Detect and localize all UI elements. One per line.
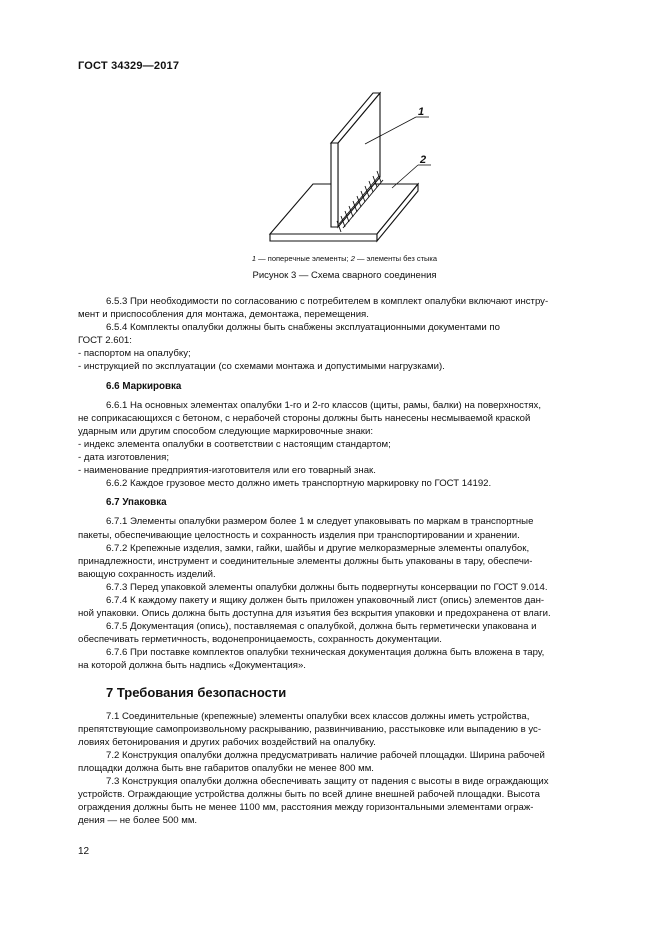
- figure-caption: Рисунок 3 — Схема сварного соединения: [252, 270, 437, 281]
- paragraph-7-3-line-3: ограждения должны быть не менее 1100 мм, расстояния между горизонтальными элементами ограж-: [78, 802, 534, 814]
- callout-label-1: 1: [418, 106, 425, 118]
- paragraph-6-7-1-line-2: пакеты, обеспечивающие целостность и сохранность изделия при транспортировании и хранении.: [78, 529, 520, 541]
- figure-legend: [0, 254, 661, 263]
- section-heading-6-6: 6.6 Маркировка: [106, 380, 182, 392]
- document-header: ГОСТ 34329—2017: [78, 60, 180, 72]
- paragraph-6-6-1-line-1: 6.6.1 На основных элементах опалубки 1-го и 2-го классов (щиты, рамы, балки) на поверхностях,: [106, 399, 542, 411]
- legend-text-1: — поперечные элементы;: [256, 254, 351, 263]
- paragraph-6-7-6-line-2: на которой должна быть надпись «Документация».: [78, 660, 306, 672]
- paragraph-6-7-2-line-1: 6.7.2 Крепежные изделия, замки, гайки, шайбы и другие мелкоразмерные элементы опалубок,: [106, 542, 530, 554]
- paragraph-7-2-line-1: 7.2 Конструкция опалубки должна предусматривать наличие рабочей площадки. Ширина рабочей: [106, 749, 545, 761]
- paragraph-6-7-5-line-1: 6.7.5 Документация (опись), поставляемая с опалубкой, должна быть герметически упакована и: [106, 621, 537, 633]
- paragraph-7-3-line-1: 7.3 Конструкция опалубки должна обеспечивать защиту от падения с высоты в виде ограждающих: [106, 776, 549, 788]
- paragraph-6-7-1-line-1: 6.7.1 Элементы опалубки размером более 1 м следует упаковывать по маркам в транспортные: [106, 516, 534, 528]
- paragraph-7-2-line-2: площадки должна быть вне габаритов опалубки не менее 800 мм.: [78, 763, 374, 774]
- section-heading-6-7: 6.7 Упаковка: [106, 497, 167, 509]
- paragraph-6-7-3: 6.7.3 Перед упаковкой элементы опалубки должны быть подвергнуты консервации по ГОСТ 9.014.: [106, 581, 548, 593]
- paragraph-7-1-line-2: препятствующие самопроизвольному раскрыванию, развинчиванию, расстыковке или выпадению в ус-: [78, 723, 542, 735]
- paragraph-7-3-line-4: дения — не более 500 мм.: [78, 815, 198, 827]
- list-item: - индекс элемента опалубки в соответствии с настоящим стандартом;: [78, 438, 391, 450]
- paragraph-6-7-2-line-3: вающую сохранность изделий.: [78, 568, 216, 580]
- paragraph-7-3-line-2: устройств. Ограждающие устройства должны быть по всей длине внешней рабочей площадки. Высота: [78, 789, 540, 801]
- paragraph-6-5-4-line-2: ГОСТ 2.601:: [78, 335, 132, 347]
- paragraph-6-5-4-line-1: 6.5.4 Комплекты опалубки должны быть снабжены эксплуатационными документами по: [106, 322, 500, 334]
- paragraph-6-7-4-line-1: 6.7.4 К каждому пакету и ящику должен быть приложен упаковочный лист (опись) элементов дан-: [106, 594, 545, 606]
- paragraph-6-6-2: 6.6.2 Каждое грузовое место должно иметь транспортную маркировку по ГОСТ 14192.: [106, 478, 492, 490]
- paragraph-6-5-3-line-2: мент и приспособления для монтажа, демонтажа, перемещения.: [78, 309, 369, 321]
- paragraph-7-1-line-1: 7.1 Соединительные (крепежные) элементы опалубки всех классов должны иметь устройства,: [106, 710, 530, 722]
- list-item: - паспортом на опалубку;: [78, 348, 191, 360]
- document-body: [78, 295, 584, 827]
- paragraph-6-5-3-line-1: 6.5.3 При необходимости по согласованию с потребителем в комплект опалубки включают инстру-: [106, 296, 549, 307]
- list-item: - дата изготовления;: [78, 452, 169, 464]
- callout-label-2: 2: [420, 154, 427, 166]
- paragraph-6-7-2-line-2: принадлежности, инструмент и соединительные элементы должны быть упакованы в тару, обеспечи-: [78, 555, 533, 567]
- paragraph-6-7-5-line-2: обеспечивать герметичность, водонепроницаемость, сохранность документации.: [78, 634, 442, 646]
- legend-number-1: 1: [251, 254, 257, 263]
- list-item: - наименование предприятия-изготовителя или его товарный знак.: [78, 465, 376, 477]
- paragraph-6-7-6-line-1: 6.7.6 При поставке комплектов опалубки техническая документация должна быть вложена в тару,: [106, 647, 545, 659]
- page-number: 12: [78, 846, 90, 857]
- legend-text-2: — элементы без стыка: [354, 254, 438, 263]
- paragraph-7-1-line-3: ловиях бетонирования и других рабочих воздействий на опалубку.: [78, 736, 376, 748]
- paragraph-6-6-1-line-2: не соприкасающихся с бетоном, с нерабочей стороны должны быть нанесены несмываемой краской: [78, 412, 531, 424]
- list-item: - инструкцией по эксплуатации (со схемами монтажа и допустимыми нагрузками).: [78, 361, 445, 373]
- weld-joint-diagram: [255, 82, 485, 252]
- legend-number-2: 2: [350, 254, 355, 263]
- paragraph-6-6-1-line-3: ударным или другим способом следующие маркировочные знаки:: [78, 425, 374, 437]
- section-heading-7: 7 Требования безопасности: [106, 684, 287, 700]
- paragraph-6-7-4-line-2: ной упаковки. Опись должна быть доступна для изъятия без вскрытия упаковки и предохранена от влаги.: [78, 608, 551, 620]
